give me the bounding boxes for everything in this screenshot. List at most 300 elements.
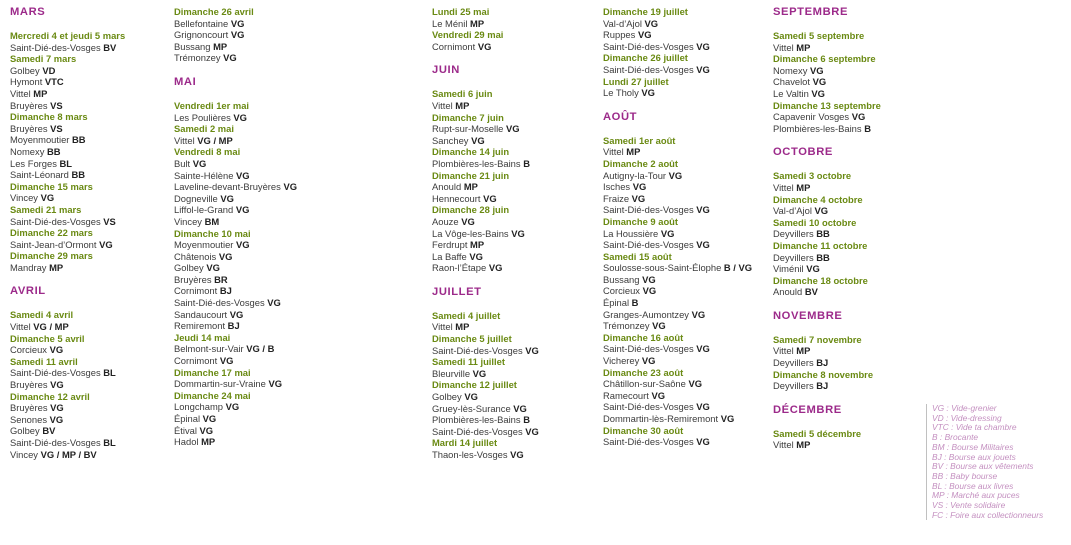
location-name: Bult (174, 157, 191, 169)
event-type-code: BL (103, 437, 116, 448)
location-name: Hennecourt (432, 192, 481, 204)
event-type-code: VG (505, 123, 520, 135)
location-name: Sainte-Hélène (174, 169, 234, 181)
event-date: Vendredi 1er mai (174, 99, 250, 111)
event-type-code: VG (525, 344, 539, 356)
event-location (603, 262, 773, 274)
event-location (773, 182, 923, 194)
event-date: Samedi 21 mars (10, 203, 82, 215)
event-date: Samedi 5 septembre (773, 30, 865, 41)
event-location (603, 29, 773, 41)
location-name: Vittel (174, 134, 195, 146)
location-name: Golbey (10, 425, 40, 437)
event-type-code: BJ (816, 380, 829, 392)
location-name: Belmont-sur-Vair (174, 343, 244, 355)
event-date: Mercredi 4 et jeudi 5 mars (10, 30, 126, 41)
event-date: Dimanche 26 avril (174, 6, 254, 17)
event-location (174, 436, 354, 448)
event-type-code: BB (71, 169, 86, 181)
event-date: Vendredi 29 mai (432, 29, 504, 41)
event-location (773, 380, 923, 392)
location-name: Aouze (432, 215, 459, 227)
legend-item: VTC : Vide ta chambre (932, 422, 1017, 433)
event-type-code: VG (525, 425, 539, 437)
location-name: Châtillon-sur-Saône (603, 378, 686, 390)
event-type-code: VG (472, 367, 487, 379)
event-type-code: MP (796, 345, 811, 357)
event-date: Samedi 4 avril (10, 309, 74, 321)
location-name: Bruyères (10, 402, 48, 414)
location-name: Mandray (10, 261, 47, 273)
event-date: Dimanche 17 mai (174, 366, 251, 378)
event-type-code: BJ (227, 320, 240, 332)
event-type-code: VG (477, 40, 492, 52)
event-location (773, 42, 923, 54)
event-date: Dimanche 24 mai (174, 389, 251, 401)
event-date: Dimanche 22 mars (10, 227, 93, 239)
event-type-code: VG (688, 378, 703, 390)
location-name: Deyvillers (773, 357, 814, 369)
event-location (10, 262, 170, 274)
location-name: Sandaucourt (174, 308, 228, 320)
location-name: Saint-Léonard (10, 169, 69, 181)
event-type-code: BB (47, 145, 61, 157)
event-type-code: BV (103, 41, 117, 53)
location-name: Bruyères (10, 122, 48, 134)
location-name: Liffol-le-Grand (174, 204, 234, 216)
event-location (603, 309, 773, 321)
event-location (10, 402, 170, 414)
event-location (603, 436, 773, 448)
event-location (10, 367, 170, 379)
event-type-code: BR (214, 273, 228, 285)
location-name: Viménil (773, 263, 804, 275)
event-type-code: VG / MP (33, 321, 69, 333)
event-location (174, 309, 354, 321)
event-date: Mardi 14 juillet (432, 437, 498, 449)
event-type-code: VG (229, 308, 244, 320)
location-name: Remiremont (174, 320, 226, 332)
event-type-code: VG / MP (197, 134, 233, 146)
location-name: Rupt-sur-Moselle (432, 123, 504, 135)
event-type-code: VG (652, 320, 666, 332)
event-date: Jeudi 14 mai (174, 331, 231, 343)
month-heading: MARS (10, 6, 46, 18)
location-name: Saint-Dié-des-Vosges (603, 401, 694, 413)
event-type-code: BJ (816, 357, 829, 369)
location-name: Ferdrupt (432, 239, 468, 251)
event-location (10, 146, 170, 158)
event-location (432, 18, 592, 30)
event-type-code: VG (461, 215, 475, 227)
location-name: Les Forges (10, 157, 57, 169)
event-location (10, 169, 170, 181)
event-location (603, 285, 773, 297)
legend-item: BB : Baby bourse (932, 470, 998, 481)
legend-item: BL : Bourse aux livres (932, 480, 1014, 491)
event-location (432, 41, 592, 53)
month-heading: OCTOBRE (773, 146, 833, 159)
legend-item: BJ : Bourse aux jouets (932, 451, 1016, 462)
event-date: Dimanche 23 août (603, 366, 684, 378)
location-name: Bellefontaine (174, 17, 229, 29)
event-location (603, 239, 773, 251)
event-type-code: VG (192, 157, 207, 169)
month-heading: NOVEMBRE (773, 309, 843, 322)
event-date: Dimanche 30 août (603, 424, 684, 436)
event-type-code: VG / B (246, 343, 275, 355)
event-location (432, 449, 592, 461)
event-type-code: VG (696, 436, 710, 448)
location-name: Ruppes (603, 29, 636, 41)
location-name: Hadol (174, 436, 199, 448)
event-location (773, 65, 923, 77)
event-type-code: MP (463, 181, 478, 193)
legend-item: BM : Bourse Militaires (932, 441, 1014, 452)
event-location (432, 251, 592, 263)
event-location (174, 320, 354, 332)
event-location (432, 181, 592, 193)
event-location (10, 425, 170, 437)
event-type-code: VG (811, 87, 825, 99)
event-location (174, 135, 354, 147)
event-type-code: BB (816, 228, 830, 240)
event-type-code: VG (220, 192, 234, 204)
location-name: Laveline-devant-Bruyères (174, 181, 281, 193)
event-location (603, 64, 773, 76)
location-name: Le Tholy (603, 87, 639, 99)
event-location (174, 112, 354, 124)
location-name: Sanchey (432, 134, 469, 146)
event-location (174, 425, 354, 437)
event-type-code: BM (204, 215, 220, 227)
event-type-code: VTC (44, 76, 64, 88)
event-location (174, 274, 354, 286)
location-name: Les Poulières (174, 111, 231, 123)
event-location (773, 357, 923, 369)
calendar-column-4 (603, 6, 773, 448)
location-name: Vincey (10, 192, 38, 204)
event-date: Dimanche 21 juin (432, 169, 510, 181)
location-name: Golbey (10, 64, 40, 76)
event-date: Dimanche 12 juillet (432, 379, 517, 391)
event-location (10, 239, 170, 251)
location-name: Golbey (432, 391, 462, 403)
event-location (432, 345, 592, 357)
legend-item: VD : Vide-dressing (932, 412, 1002, 423)
location-name: Deyvillers (773, 251, 814, 263)
event-type-code: B (631, 297, 639, 309)
event-location (432, 228, 592, 240)
event-location (603, 228, 773, 240)
event-date: Vendredi 8 mai (174, 146, 241, 158)
event-date: Lundi 25 mai (432, 6, 490, 17)
event-location (603, 378, 773, 390)
event-type-code: VG (235, 204, 250, 216)
event-type-code: VG (233, 111, 247, 123)
location-name: Bussang (603, 273, 640, 285)
location-name: Nomexy (10, 145, 45, 157)
event-location (432, 158, 592, 170)
event-location (432, 239, 592, 251)
event-location (603, 87, 773, 99)
location-name: Vittel (773, 41, 794, 53)
event-location (10, 42, 170, 54)
event-location (174, 193, 354, 205)
event-location (773, 263, 923, 275)
location-name: Saint-Dié-des-Vosges (603, 63, 694, 75)
event-date: Samedi 15 août (603, 250, 672, 262)
event-location (432, 368, 592, 380)
event-date: Dimanche 6 septembre (773, 53, 876, 65)
event-type-code: VG (513, 402, 527, 414)
event-type-code: MP (33, 87, 48, 99)
location-name: Vincey (174, 215, 202, 227)
event-location (174, 285, 354, 297)
event-type-code: VG (696, 204, 710, 216)
event-type-code: VG (206, 262, 220, 274)
location-name: Senones (10, 413, 48, 425)
event-date: Samedi 3 octobre (773, 170, 852, 182)
calendar-column-2 (174, 6, 354, 448)
location-name: Saint-Dié-des-Vosges (603, 40, 694, 52)
event-type-code: VG (223, 52, 237, 64)
location-name: Corcieux (10, 344, 47, 356)
event-date: Dimanche 4 octobre (773, 193, 863, 205)
location-name: Saint-Dié-des-Vosges (603, 436, 694, 448)
location-name: Bruyères (10, 99, 48, 111)
location-name: Vittel (432, 99, 453, 111)
location-name: La Houssière (603, 227, 659, 239)
event-date: Dimanche 9 août (603, 215, 679, 227)
location-name: Saint-Dié-des-Vosges (432, 344, 523, 356)
event-type-code: BV (42, 425, 56, 437)
event-location (603, 390, 773, 402)
event-type-code: VG (641, 355, 656, 367)
event-location (603, 297, 773, 309)
event-location (10, 437, 170, 449)
event-type-code: B (523, 414, 530, 426)
event-location (603, 18, 773, 30)
location-name: Châtenois (174, 250, 217, 262)
location-name: Saint-Dié-des-Vosges (10, 367, 101, 379)
location-name: Bussang (174, 40, 211, 52)
event-location (10, 76, 170, 88)
event-type-code: VG (510, 449, 524, 460)
event-type-code: VG (812, 76, 827, 88)
event-type-code: VG (696, 63, 710, 75)
event-location (603, 41, 773, 53)
location-name: Cornimont (174, 355, 218, 367)
event-location (603, 181, 773, 193)
event-date: Lundi 27 juillet (603, 75, 669, 87)
event-date: Samedi 2 mai (174, 123, 234, 135)
event-type-code: VG (642, 285, 657, 297)
event-type-code: VG (810, 64, 824, 76)
location-name: Bruyères (174, 273, 212, 285)
event-type-code: VG (483, 192, 497, 204)
location-name: Chavelot (773, 76, 811, 88)
event-type-code: VG (806, 263, 820, 275)
event-date: Samedi 7 novembre (773, 333, 862, 345)
event-type-code: VG (696, 239, 710, 251)
calendar-column-3 (432, 6, 592, 461)
event-location (603, 170, 773, 182)
event-type-code: BB (816, 251, 830, 263)
event-type-code: B (864, 122, 871, 134)
event-type-code: VG (202, 413, 217, 424)
event-location (174, 29, 354, 41)
event-date: Dimanche 11 octobre (773, 239, 868, 251)
location-name: Vittel (773, 181, 794, 193)
event-date: Dimanche 26 juillet (603, 52, 688, 64)
event-location (174, 204, 354, 216)
location-name: Cornimont (174, 285, 218, 297)
event-location (10, 65, 170, 77)
event-type-code: VG (469, 250, 483, 262)
event-location (174, 158, 354, 170)
event-date: Dimanche 18 octobre (773, 274, 868, 286)
legend-item: MP : Marché aux puces (932, 490, 1020, 501)
event-location (603, 343, 773, 355)
event-type-code: VG (691, 308, 706, 320)
location-name: Isches (603, 181, 631, 193)
event-location (174, 262, 354, 274)
location-name: La Baffe (432, 250, 467, 262)
event-type-code: VG (49, 344, 64, 356)
location-name: Le Valtin (773, 87, 809, 99)
event-date: Dimanche 16 août (603, 331, 684, 343)
event-type-code: VG (267, 297, 281, 309)
event-location (603, 401, 773, 413)
event-type-code: VG (199, 424, 214, 436)
location-name: Épinal (174, 413, 201, 424)
event-type-code: MP (796, 41, 811, 53)
location-name: Anould (432, 181, 462, 193)
location-name: Grignoncourt (174, 29, 229, 41)
event-location (773, 286, 923, 298)
location-name: Vittel (773, 345, 794, 357)
event-type-code: VG (644, 17, 659, 29)
location-name: Nomexy (773, 64, 808, 76)
event-type-code: VG (660, 227, 675, 239)
event-location (174, 297, 354, 309)
location-name: Saint-Dié-des-Vosges (10, 41, 101, 53)
event-type-code: VD (42, 64, 56, 76)
event-location (603, 355, 773, 367)
event-date: Dimanche 7 juin (432, 111, 504, 123)
event-type-code: MP (49, 261, 64, 273)
legend-item: VS : Vente solidaire (932, 500, 1006, 511)
event-type-code: VG (637, 29, 652, 41)
month-heading: AOÛT (603, 110, 638, 123)
event-type-code: MP (455, 99, 470, 111)
event-location (432, 414, 592, 426)
event-date: Samedi 11 avril (10, 355, 78, 367)
event-location (432, 403, 592, 415)
event-type-code: VG (720, 413, 735, 424)
event-location (773, 111, 923, 123)
event-location (174, 355, 354, 367)
event-type-code: VS (103, 215, 116, 227)
event-date: Dimanche 15 mars (10, 180, 93, 192)
event-location (174, 216, 354, 228)
event-type-code: VG (236, 169, 250, 181)
event-location (174, 52, 354, 64)
legend-item: VG : Vide-grenier (932, 403, 997, 413)
event-location (773, 345, 923, 357)
location-name: Moyenmoutier (10, 134, 70, 146)
event-type-code: VG (471, 134, 485, 146)
location-name: Plombières-les-Bains (773, 122, 862, 134)
event-type-code: VG (641, 87, 655, 99)
event-location (432, 193, 592, 205)
event-type-code: VG (218, 250, 233, 262)
event-location (174, 41, 354, 53)
event-date: Dimanche 5 avril (10, 332, 85, 344)
event-type-code: MP (470, 239, 485, 251)
location-name: Fraize (603, 192, 630, 204)
location-name: Vicherey (603, 355, 640, 367)
event-location (174, 401, 354, 413)
event-type-code: VG (814, 205, 829, 217)
event-location (174, 251, 354, 263)
event-type-code: MP (213, 40, 228, 52)
location-name: Trémonzey (603, 320, 650, 332)
event-location (432, 216, 592, 228)
location-name: Bruyères (10, 379, 48, 391)
event-date: Dimanche 19 juillet (603, 6, 688, 17)
location-name: Bleurville (432, 367, 471, 379)
event-location (603, 320, 773, 332)
event-type-code: VG (631, 192, 646, 204)
event-date: Dimanche 2 août (603, 157, 679, 169)
event-date: Samedi 1er août (603, 134, 676, 146)
event-location (432, 123, 592, 135)
event-location (10, 88, 170, 100)
event-location (432, 321, 592, 333)
event-type-code: VG (696, 40, 710, 52)
event-date: Dimanche 29 mars (10, 250, 93, 262)
event-type-code: VG (511, 227, 525, 239)
legend-item: B : Brocante (932, 432, 979, 443)
event-type-code: VG (696, 401, 710, 413)
event-type-code: VG (696, 343, 710, 355)
event-type-code: VG (488, 262, 503, 274)
location-name: Dogneville (174, 192, 218, 204)
location-name: Ramecourt (603, 389, 649, 401)
location-name: Dommartin-lès-Remiremont (603, 413, 719, 424)
event-type-code: VG (464, 391, 478, 403)
location-name: Anould (773, 286, 803, 298)
event-type-code: VG / MP / BV (40, 448, 97, 460)
event-location (603, 413, 773, 425)
event-type-code: VG (851, 111, 866, 123)
location-name: Vittel (432, 321, 453, 333)
calendar-column-5 (773, 6, 923, 451)
event-location (10, 414, 170, 426)
event-date: Samedi 5 décembre (773, 427, 862, 439)
location-name: Soulosse-sous-Saint-Élophe (603, 262, 722, 274)
location-name: Corcieux (603, 285, 640, 297)
event-type-code: MP (626, 146, 641, 158)
location-name: Plombières-les-Bains (432, 157, 521, 169)
event-location (174, 413, 354, 425)
event-location (10, 344, 170, 356)
event-location (10, 449, 170, 461)
event-type-code: VG (50, 379, 64, 391)
location-name: Saint-Dié-des-Vosges (174, 297, 265, 309)
